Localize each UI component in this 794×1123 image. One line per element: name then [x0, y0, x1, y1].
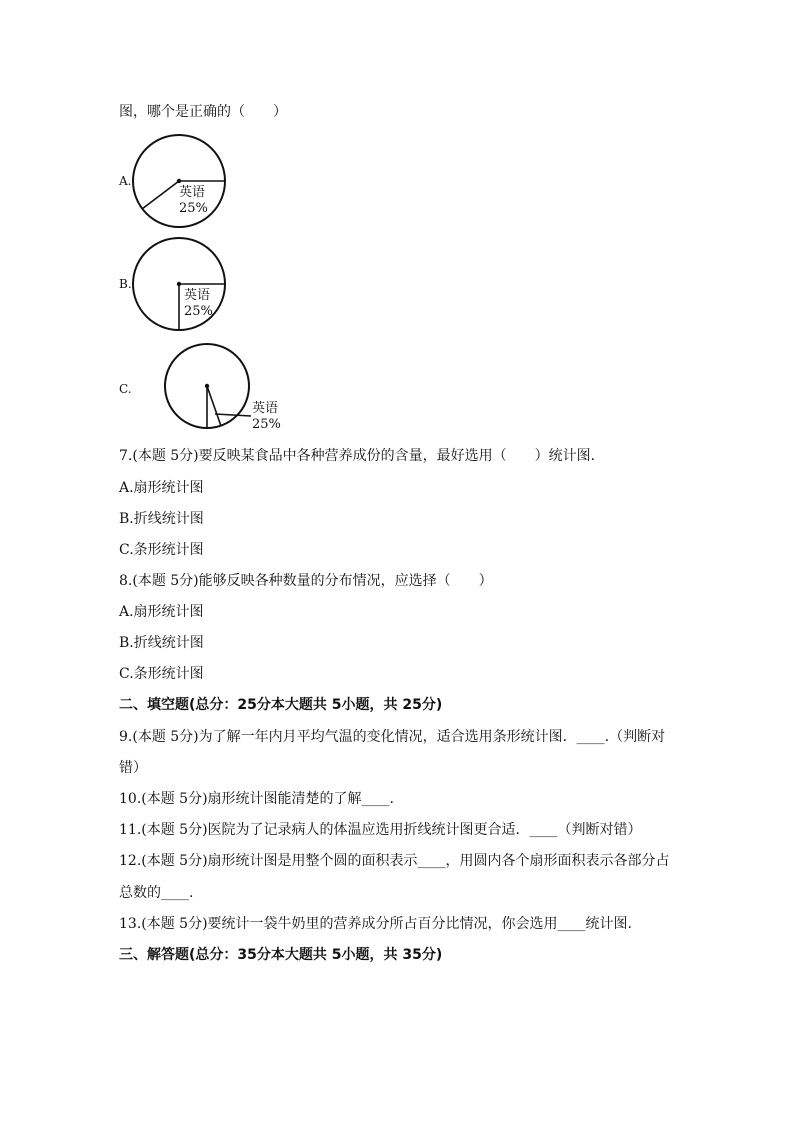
- sector-name-a: 英语: [179, 185, 206, 200]
- pie-pointer-c: [215, 414, 251, 416]
- pie-radius-a2: [142, 181, 179, 209]
- question-8-option-b: B.折线统计图: [119, 635, 204, 651]
- option-c-label: C.: [119, 382, 132, 396]
- question-9-line-1: 9.(本题 5分)为了解一年内月平均气温的变化情况，适合选用条形统计图．____.（判断对: [119, 729, 666, 745]
- sector-value-c: 25%: [252, 417, 281, 432]
- question-6-stem: 图，哪个是正确的（ ）: [119, 104, 287, 120]
- pie-radius-c2: [207, 386, 221, 426]
- section-3-heading: 三、解答题(总分：35分本大题共 5小题，共 35分): [119, 947, 443, 963]
- sector-name-c: 英语: [252, 401, 279, 416]
- pie-center-a: [177, 179, 181, 183]
- sector-value-b: 25%: [184, 304, 213, 319]
- question-8-option-c: C.条形统计图: [119, 666, 204, 682]
- question-10: 10.(本题 5分)扇形统计图能清楚的了解____.: [119, 791, 394, 807]
- question-7-stem: 7.(本题 5分)要反映某食品中各种营养成份的含量，最好选用（ ）统计图.: [119, 448, 596, 464]
- section-2-heading: 二、填空题(总分：25分本大题共 5小题，共 25分): [119, 697, 443, 713]
- question-8-stem: 8.(本题 5分)能够反映各种数量的分布情况，应选择（ ）: [119, 573, 493, 589]
- pie-figure-c: [163, 342, 293, 436]
- question-7-option-c: C.条形统计图: [119, 542, 204, 558]
- question-12-line-1: 12.(本题 5分)扇形统计图是用整个圆的面积表示____，用圆内各个扇形面积表示各部分占: [119, 853, 670, 869]
- sector-value-a: 25%: [179, 201, 208, 216]
- question-7-option-b: B.折线统计图: [119, 511, 204, 527]
- pie-center-b: [177, 282, 181, 286]
- option-b-label: B.: [119, 277, 132, 291]
- pie-center-c: [205, 384, 209, 388]
- sector-name-b: 英语: [184, 288, 211, 303]
- pie-figure-a: [131, 133, 231, 233]
- question-8-option-a: A.扇形统计图: [119, 604, 204, 620]
- question-7-option-a: A.扇形统计图: [119, 480, 204, 496]
- option-a-label: A.: [119, 174, 132, 188]
- pie-figure-b: [131, 236, 231, 336]
- question-13: 13.(本题 5分)要统计一袋牛奶里的营养成分所占百分比情况，你会选用____统计图.: [119, 916, 632, 932]
- question-12-line-2: 总数的____.: [119, 885, 194, 901]
- question-11: 11.(本题 5分)医院为了记录病人的体温应选用折线统计图更合适．____（判断对错）: [119, 822, 642, 838]
- question-9-line-2: 错）: [119, 760, 147, 776]
